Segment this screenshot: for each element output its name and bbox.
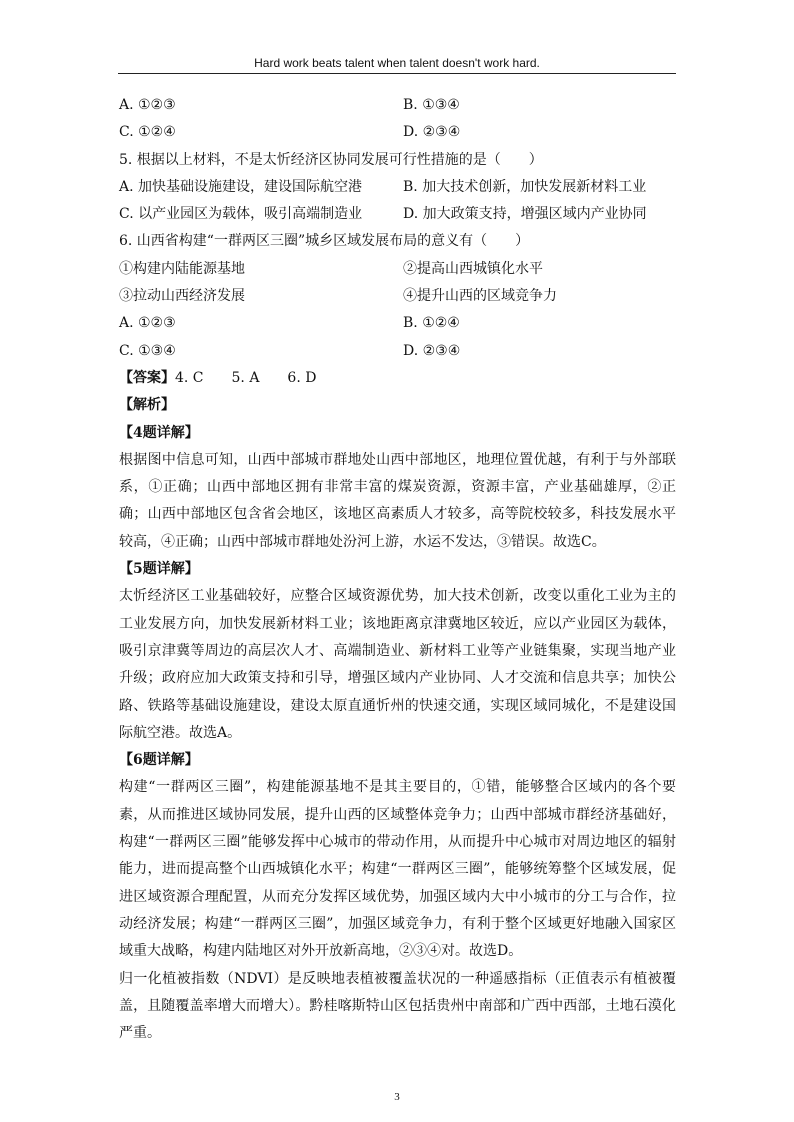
q4-options-row	[119, 119, 676, 146]
q5-option-b: B. 加大技术创新，加快发展新材料工业	[403, 178, 647, 195]
answer-label: 【答案】	[119, 369, 175, 386]
header-divider	[118, 73, 676, 74]
q4-option-a: A. ①②③	[119, 97, 176, 113]
q5-options-row	[119, 201, 676, 228]
q5-options-row	[119, 174, 676, 201]
q5-option-c: C. 以产业园区为载体，吸引高端制造业	[119, 206, 363, 223]
q4-option-b: B. ①③④	[403, 97, 460, 113]
ndvi-intro-paragraph: 归一化植被指数（NDVI）是反映地表植被覆盖状况的一种遥感指标（正值表示有植被覆盖，且随覆盖率增大而增大）。黔桂喀斯特山区包括贵州中南部和广西中西部，土地石漠化严重。	[119, 970, 676, 1042]
q4-option-c: C. ①②④	[119, 124, 176, 141]
answer-line	[119, 365, 676, 392]
page-content	[119, 92, 676, 1047]
detail6-heading: 【6题详解】	[119, 752, 199, 769]
q5-option-d: D. 加大政策支持，增强区域内产业协同	[403, 206, 647, 223]
q6-statements-row	[119, 256, 676, 283]
q4-option-d: D. ②③④	[403, 124, 461, 141]
detail4-heading: 【4题详解】	[119, 424, 199, 441]
q6-options-row	[119, 310, 676, 337]
q6-statements-row	[119, 283, 676, 310]
page-number: 3	[394, 1091, 400, 1103]
detail6-body: 构建“一群两区三圈”，构建能源基地不是其主要目的，①错，能够整合区域内的各个要素，从而推进区域协同发展，提升山西的区域整体竞争力；山西中部城市群经济基础好，构建“一群两区三圈”能够发挥中心城市的带动作用，从而提升中心城市对周边地区的辐射能力，进而提高整个山西城镇化水平；构建“一群两区三圈”，能够统筹整个区域发展，促进区域资源合理配置，从而充分发挥区域优势，加强区域内大中小城市的分工与合作，拉动经济发展；构建“一群两区三圈”，加强区域竞争力，有利于整个区域更好地融入国家区域重大战略，构建内陆地区对外开放新高地，②③④对。故选D。	[119, 779, 676, 960]
q6-stem: 6. 山西省构建“一群两区三圈”城乡区域发展布局的意义有（ ）	[119, 233, 530, 250]
q6-option-b: B. ①②④	[403, 315, 460, 332]
q4-options-row	[119, 92, 676, 119]
q6-option-d: D. ②③④	[403, 342, 461, 359]
q5-option-a: A. 加快基础设施建设，建设国际航空港	[119, 178, 363, 195]
page-header: Hard work beats talent when talent doesn't work hard.	[254, 56, 540, 70]
q6-option-c: C. ①③④	[119, 342, 176, 359]
detail4-body: 根据图中信息可知，山西中部城市群地处山西中部地区，地理位置优越，有利于与外部联系，①正确；山西中部地区拥有非常丰富的煤炭资源，资源丰富，产业基础雄厚，②正确；山西中部地区包含省会地区，该地区高素质人才较多，高等院校较多，科技发展水平较高，④正确；山西中部城市群地处汾河上游，水运不发达，③错误。故选C。	[119, 451, 676, 550]
q5-stem: 5. 根据以上材料，不是太忻经济区协同发展可行性措施的是（ ）	[119, 151, 543, 168]
q6-statement-4: ④提升山西的区域竞争力	[403, 288, 557, 305]
q6-statement-3: ③拉动山西经济发展	[119, 288, 245, 305]
answer-text: 4. C 5. A 6. D	[175, 369, 317, 386]
analysis-heading: 【解析】	[119, 397, 175, 414]
q6-option-a: A. ①②③	[119, 315, 176, 332]
q6-statement-2: ②提高山西城镇化水平	[403, 260, 543, 277]
detail5-heading: 【5题详解】	[119, 561, 199, 578]
q6-statement-1: ①构建内陆能源基地	[119, 260, 245, 277]
q6-options-row	[119, 338, 676, 365]
detail5-body: 太忻经济区工业基础较好，应整合区域资源优势，加大技术创新，改变以重化工业为主的工业发展方向，加快发展新材料工业；该地距离京津冀地区较近，应以产业园区为载体，吸引京津冀等周边的高层次人才、高端制造业、新材料工业等产业链集聚，实现当地产业升级；政府应加大政策支持和引导，增强区域内产业协同、人才交流和信息共享；加快公路、铁路等基础设施建设，建设太原直通忻州的快速交通，实现区域同城化，不是建设国际航空港。故选A。	[119, 588, 676, 741]
